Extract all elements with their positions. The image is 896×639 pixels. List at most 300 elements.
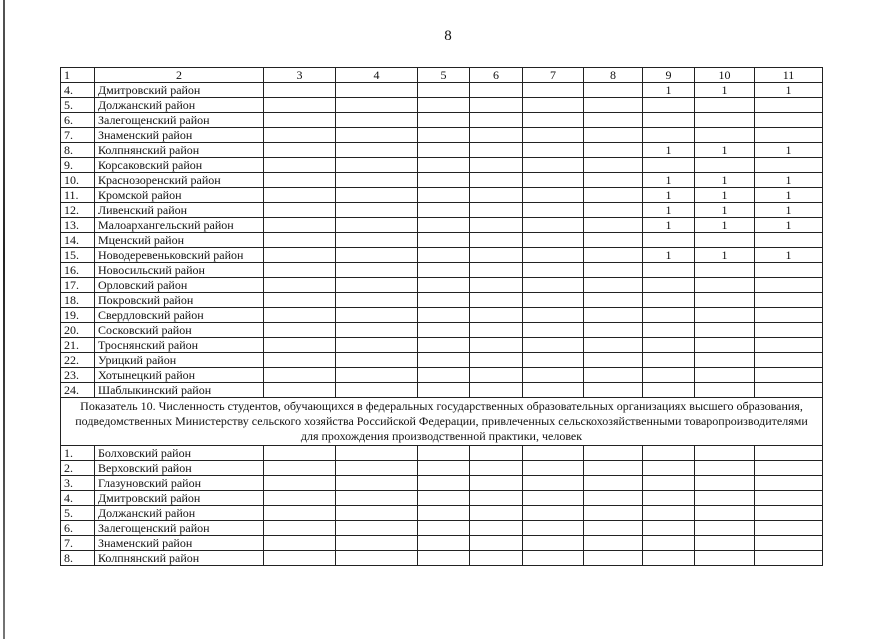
empty-cell (418, 491, 470, 506)
empty-cell (336, 233, 418, 248)
empty-cell (470, 461, 523, 476)
table-cell: 21. (61, 338, 95, 353)
empty-cell (336, 218, 418, 233)
empty-cell (470, 506, 523, 521)
table-row (61, 143, 823, 158)
empty-cell (584, 158, 643, 173)
empty-cell (523, 461, 584, 476)
empty-cell (584, 278, 643, 293)
empty-cell (264, 491, 336, 506)
table-cell: 20. (61, 323, 95, 338)
empty-cell (523, 188, 584, 203)
table-row (61, 476, 823, 491)
table-cell (755, 383, 823, 398)
empty-cell (264, 353, 336, 368)
empty-cell (584, 461, 643, 476)
table-cell (643, 233, 695, 248)
empty-cell (336, 308, 418, 323)
table-cell: Верховский район (95, 461, 264, 476)
table-cell: 1 (755, 188, 823, 203)
table-cell: Троснянский район (95, 338, 264, 353)
empty-cell (264, 233, 336, 248)
column-header: 10 (695, 68, 755, 83)
table-cell (755, 293, 823, 308)
empty-cell (695, 536, 755, 551)
empty-cell (264, 521, 336, 536)
table-cell: Должанский район (95, 98, 264, 113)
empty-cell (695, 551, 755, 566)
table-cell: 8. (61, 143, 95, 158)
column-header: 2 (95, 68, 264, 83)
table-cell: 1 (755, 218, 823, 233)
table-cell: Орловский район (95, 278, 264, 293)
table-cell: Дмитровский район (95, 491, 264, 506)
table-cell: Свердловский район (95, 308, 264, 323)
table-cell: Хотынецкий район (95, 368, 264, 383)
table-cell: Колпнянский район (95, 551, 264, 566)
empty-cell (336, 491, 418, 506)
table-cell: 9. (61, 158, 95, 173)
table-cell: Залегощенский район (95, 521, 264, 536)
column-number-row (61, 68, 823, 83)
table-cell (643, 113, 695, 128)
table-cell: 15. (61, 248, 95, 263)
empty-cell (470, 476, 523, 491)
table-cell: Мценский район (95, 233, 264, 248)
column-header: 7 (523, 68, 584, 83)
table-cell (695, 293, 755, 308)
empty-cell (523, 278, 584, 293)
table-cell: Шаблыкинский район (95, 383, 264, 398)
empty-cell (336, 521, 418, 536)
empty-cell (584, 263, 643, 278)
table-cell: 1 (755, 203, 823, 218)
table-cell (643, 383, 695, 398)
empty-cell (336, 113, 418, 128)
empty-cell (523, 113, 584, 128)
table-cell (755, 233, 823, 248)
empty-cell (643, 476, 695, 491)
empty-cell (264, 173, 336, 188)
empty-cell (470, 98, 523, 113)
table-cell: Кромской район (95, 188, 264, 203)
table-cell: 1 (755, 173, 823, 188)
empty-cell (264, 158, 336, 173)
empty-cell (418, 383, 470, 398)
empty-cell (336, 338, 418, 353)
table-cell: Малоархангельский район (95, 218, 264, 233)
empty-cell (584, 353, 643, 368)
empty-cell (643, 446, 695, 461)
empty-cell (418, 506, 470, 521)
table-cell: 1 (755, 248, 823, 263)
empty-cell (264, 383, 336, 398)
empty-cell (695, 446, 755, 461)
section-heading-row (61, 398, 823, 446)
empty-cell (523, 551, 584, 566)
table-cell: Дмитровский район (95, 83, 264, 98)
empty-cell (523, 203, 584, 218)
table-row (61, 188, 823, 203)
table-cell: 1 (755, 143, 823, 158)
empty-cell (523, 308, 584, 323)
empty-cell (264, 83, 336, 98)
empty-cell (418, 218, 470, 233)
empty-cell (336, 278, 418, 293)
empty-cell (584, 218, 643, 233)
empty-cell (470, 446, 523, 461)
table-cell: 19. (61, 308, 95, 323)
table-cell: 18. (61, 293, 95, 308)
empty-cell (336, 368, 418, 383)
table-cell (755, 308, 823, 323)
table-row (61, 338, 823, 353)
empty-cell (336, 98, 418, 113)
empty-cell (418, 203, 470, 218)
table-cell: 1 (643, 173, 695, 188)
empty-cell (264, 293, 336, 308)
table-cell: 4. (61, 83, 95, 98)
table-row (61, 293, 823, 308)
empty-cell (418, 83, 470, 98)
indicator-table (60, 67, 823, 566)
empty-cell (470, 521, 523, 536)
table-row (61, 98, 823, 113)
empty-cell (470, 338, 523, 353)
table-row (61, 113, 823, 128)
empty-cell (336, 476, 418, 491)
table-row (61, 158, 823, 173)
column-header: 1 (61, 68, 95, 83)
table-row (61, 491, 823, 506)
empty-cell (643, 506, 695, 521)
empty-cell (470, 203, 523, 218)
empty-cell (695, 506, 755, 521)
table-cell: 1 (643, 248, 695, 263)
table-row (61, 263, 823, 278)
table-cell: 1 (695, 188, 755, 203)
empty-cell (418, 536, 470, 551)
table-cell: 1 (695, 83, 755, 98)
empty-cell (523, 536, 584, 551)
empty-cell (470, 143, 523, 158)
empty-cell (523, 446, 584, 461)
empty-cell (264, 461, 336, 476)
empty-cell (336, 143, 418, 158)
empty-cell (470, 278, 523, 293)
empty-cell (584, 233, 643, 248)
table-cell (755, 368, 823, 383)
table-cell (755, 323, 823, 338)
empty-cell (643, 521, 695, 536)
empty-cell (755, 476, 823, 491)
empty-cell (584, 536, 643, 551)
empty-cell (470, 353, 523, 368)
empty-cell (470, 551, 523, 566)
table-cell (755, 98, 823, 113)
empty-cell (470, 536, 523, 551)
empty-cell (264, 203, 336, 218)
empty-cell (523, 353, 584, 368)
table-cell: 12. (61, 203, 95, 218)
table-cell (643, 128, 695, 143)
table-row (61, 248, 823, 263)
table-row (61, 353, 823, 368)
table-cell (695, 128, 755, 143)
empty-cell (264, 476, 336, 491)
empty-cell (584, 551, 643, 566)
empty-cell (470, 368, 523, 383)
empty-cell (418, 263, 470, 278)
table-cell (643, 263, 695, 278)
empty-cell (523, 128, 584, 143)
empty-cell (264, 308, 336, 323)
empty-cell (336, 158, 418, 173)
table-cell: 1 (643, 218, 695, 233)
empty-cell (584, 143, 643, 158)
table-cell (695, 113, 755, 128)
empty-cell (584, 521, 643, 536)
empty-cell (523, 248, 584, 263)
empty-cell (523, 218, 584, 233)
empty-cell (584, 308, 643, 323)
scan-edge-line (3, 0, 5, 639)
table-cell: 11. (61, 188, 95, 203)
column-header: 3 (264, 68, 336, 83)
table-cell: Сосковский район (95, 323, 264, 338)
table-row (61, 128, 823, 143)
empty-cell (584, 248, 643, 263)
empty-cell (523, 263, 584, 278)
table-cell (755, 128, 823, 143)
empty-cell (584, 323, 643, 338)
table-row (61, 506, 823, 521)
table-row (61, 218, 823, 233)
table-cell: 1 (755, 83, 823, 98)
empty-cell (523, 83, 584, 98)
table-cell: Болховский район (95, 446, 264, 461)
table-cell: Знаменский район (95, 128, 264, 143)
table-cell: Корсаковский район (95, 158, 264, 173)
table-cell: 1 (695, 218, 755, 233)
table-cell (643, 158, 695, 173)
empty-cell (336, 263, 418, 278)
page-number: 8 (444, 28, 452, 44)
empty-cell (523, 293, 584, 308)
table-cell: 1 (695, 143, 755, 158)
empty-cell (336, 551, 418, 566)
empty-cell (418, 323, 470, 338)
empty-cell (643, 491, 695, 506)
empty-cell (336, 323, 418, 338)
empty-cell (695, 476, 755, 491)
empty-cell (418, 293, 470, 308)
table-cell: 1 (695, 173, 755, 188)
empty-cell (584, 506, 643, 521)
empty-cell (523, 173, 584, 188)
table-cell: Знаменский район (95, 536, 264, 551)
empty-cell (584, 476, 643, 491)
empty-cell (523, 143, 584, 158)
empty-cell (418, 308, 470, 323)
table-cell: 5. (61, 98, 95, 113)
empty-cell (523, 491, 584, 506)
empty-cell (336, 461, 418, 476)
empty-cell (755, 536, 823, 551)
table-cell (695, 278, 755, 293)
empty-cell (336, 506, 418, 521)
empty-cell (470, 158, 523, 173)
column-header: 4 (336, 68, 418, 83)
empty-cell (470, 83, 523, 98)
empty-cell (418, 233, 470, 248)
empty-cell (584, 188, 643, 203)
empty-cell (755, 461, 823, 476)
empty-cell (264, 248, 336, 263)
column-header: 6 (470, 68, 523, 83)
empty-cell (264, 323, 336, 338)
table-cell: Залегощенский район (95, 113, 264, 128)
table-cell (695, 338, 755, 353)
table-cell (695, 98, 755, 113)
table-cell (643, 293, 695, 308)
empty-cell (584, 113, 643, 128)
table-cell: Новодеревеньковский район (95, 248, 264, 263)
table-cell: 24. (61, 383, 95, 398)
empty-cell (418, 521, 470, 536)
table-cell (695, 368, 755, 383)
empty-cell (264, 143, 336, 158)
table-row (61, 383, 823, 398)
empty-cell (523, 521, 584, 536)
empty-cell (336, 203, 418, 218)
empty-cell (695, 461, 755, 476)
table-cell: 1. (61, 446, 95, 461)
empty-cell (695, 521, 755, 536)
table-cell (695, 308, 755, 323)
empty-cell (523, 476, 584, 491)
empty-cell (470, 173, 523, 188)
empty-cell (264, 368, 336, 383)
table-cell: 2. (61, 461, 95, 476)
empty-cell (418, 461, 470, 476)
empty-cell (470, 248, 523, 263)
table-cell: Урицкий район (95, 353, 264, 368)
table-cell (695, 323, 755, 338)
table-cell (643, 338, 695, 353)
empty-cell (418, 248, 470, 263)
empty-cell (336, 188, 418, 203)
empty-cell (336, 446, 418, 461)
empty-cell (336, 353, 418, 368)
table-cell: 23. (61, 368, 95, 383)
table-row (61, 368, 823, 383)
empty-cell (418, 188, 470, 203)
empty-cell (523, 158, 584, 173)
empty-cell (755, 521, 823, 536)
empty-cell (418, 446, 470, 461)
empty-cell (418, 476, 470, 491)
empty-cell (584, 128, 643, 143)
empty-cell (418, 368, 470, 383)
empty-cell (264, 551, 336, 566)
table-cell: 1 (643, 188, 695, 203)
empty-cell (470, 113, 523, 128)
table-cell: 17. (61, 278, 95, 293)
empty-cell (755, 506, 823, 521)
empty-cell (523, 338, 584, 353)
table-cell: 1 (695, 203, 755, 218)
empty-cell (264, 128, 336, 143)
empty-cell (584, 83, 643, 98)
table-cell: 6. (61, 521, 95, 536)
empty-cell (470, 218, 523, 233)
empty-cell (264, 218, 336, 233)
column-header: 8 (584, 68, 643, 83)
table-row (61, 203, 823, 218)
empty-cell (264, 113, 336, 128)
empty-cell (418, 551, 470, 566)
empty-cell (470, 233, 523, 248)
empty-cell (264, 446, 336, 461)
empty-cell (584, 98, 643, 113)
empty-cell (470, 308, 523, 323)
empty-cell (336, 83, 418, 98)
empty-cell (264, 188, 336, 203)
table-cell (755, 338, 823, 353)
table-row (61, 521, 823, 536)
empty-cell (336, 248, 418, 263)
empty-cell (264, 278, 336, 293)
table-cell (755, 278, 823, 293)
table-cell (755, 113, 823, 128)
table-cell (695, 158, 755, 173)
column-header: 5 (418, 68, 470, 83)
table-cell (695, 383, 755, 398)
table-cell: 14. (61, 233, 95, 248)
table-cell: Глазуновский район (95, 476, 264, 491)
empty-cell (584, 368, 643, 383)
table-cell: Колпнянский район (95, 143, 264, 158)
empty-cell (418, 353, 470, 368)
empty-cell (695, 491, 755, 506)
empty-cell (584, 491, 643, 506)
empty-cell (264, 98, 336, 113)
empty-cell (418, 173, 470, 188)
table-cell: Должанский район (95, 506, 264, 521)
empty-cell (470, 263, 523, 278)
empty-cell (418, 278, 470, 293)
table-cell: 7. (61, 536, 95, 551)
empty-cell (264, 506, 336, 521)
table-cell: Ливенский район (95, 203, 264, 218)
table-cell: 3. (61, 476, 95, 491)
table-cell (643, 278, 695, 293)
empty-cell (264, 263, 336, 278)
empty-cell (418, 143, 470, 158)
empty-cell (418, 113, 470, 128)
table-cell (643, 353, 695, 368)
column-header: 11 (755, 68, 823, 83)
empty-cell (755, 446, 823, 461)
table-row (61, 446, 823, 461)
table-row (61, 323, 823, 338)
section-heading: Показатель 10. Численность студентов, обучающихся в федеральных государственных образовательных организациях высшего образования, подведомственных Министерству сельского хозяйства Российской Федерации, привлеченных сельскохозяйственными товаропроизводителями для прохождения производственной практики, человек (61, 398, 823, 446)
table-row (61, 551, 823, 566)
empty-cell (755, 551, 823, 566)
table-cell: 5. (61, 506, 95, 521)
table-cell (695, 263, 755, 278)
